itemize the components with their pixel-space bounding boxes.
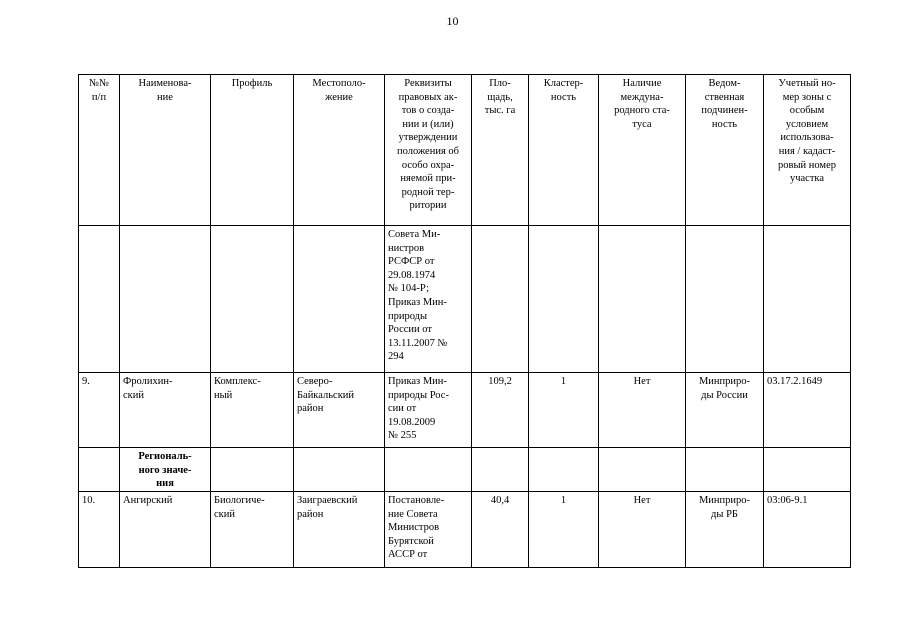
header-cluster: Кластер- ность (529, 75, 599, 226)
header-intl-status: Наличие междуна- родного ста- туса (599, 75, 686, 226)
protected-areas-table (78, 74, 851, 568)
cell-zone-number: 03:06-9.1 (764, 492, 851, 568)
cell-profile: Биологиче- ский (211, 492, 294, 568)
table-cell (79, 448, 120, 492)
cell-zone-number: 03.17.2.1649 (764, 373, 851, 448)
table-cell (686, 226, 764, 373)
table-cell (599, 226, 686, 373)
table-cell (599, 448, 686, 492)
table-cell (529, 448, 599, 492)
header-legal-acts: Реквизиты правовых ак- тов о созда- нии и (или) утверждении положения об особо охра- няемой при- родной тер- ритории (385, 75, 472, 226)
table-cell (472, 448, 529, 492)
cell-intl-status: Нет (599, 492, 686, 568)
table-cell (764, 448, 851, 492)
cell-cluster: 1 (529, 373, 599, 448)
cell-name: Фролихин- ский (120, 373, 211, 448)
header-name: Наименова- ние (120, 75, 211, 226)
header-area: Пло- щадь, тыс. га (472, 75, 529, 226)
header-profile: Профиль (211, 75, 294, 226)
cell-legal-acts: Совета Ми- нистров РСФСР от 29.08.1974 № 104-Р; Приказ Мин- природы России от 13.11.2007 № 294 (385, 226, 472, 373)
cell-area: 109,2 (472, 373, 529, 448)
page-number: 10 (446, 14, 459, 28)
table-cell (294, 226, 385, 373)
table-row-continuation (79, 226, 851, 373)
cell-authority: Минприро- ды России (686, 373, 764, 448)
cell-profile: Комплекс- ный (211, 373, 294, 448)
section-heading-regional: Региональ- ного значе- ния (120, 448, 211, 492)
table-cell (79, 226, 120, 373)
cell-location: Северо- Байкальский район (294, 373, 385, 448)
table-section-row (79, 448, 851, 492)
table-cell (764, 226, 851, 373)
cell-legal-acts: Приказ Мин- природы Рос- сии от 19.08.2009 № 255 (385, 373, 472, 448)
header-authority: Ведом- ственная подчинен- ность (686, 75, 764, 226)
table-row (79, 492, 851, 568)
header-location: Местополо- жение (294, 75, 385, 226)
cell-number: 10. (79, 492, 120, 568)
cell-intl-status: Нет (599, 373, 686, 448)
cell-authority: Минприро- ды РБ (686, 492, 764, 568)
header-number: №№ п/п (79, 75, 120, 226)
header-zone-number: Учетный но- мер зоны с особым условием использова- ния / кадаст- ровый номер участка (764, 75, 851, 226)
cell-number: 9. (79, 373, 120, 448)
table-cell (211, 448, 294, 492)
cell-cluster: 1 (529, 492, 599, 568)
cell-area: 40,4 (472, 492, 529, 568)
table-cell (686, 448, 764, 492)
table-header-row (79, 75, 851, 226)
cell-legal-acts: Постановле- ние Совета Министров Бурятской АССР от (385, 492, 472, 568)
table-cell (120, 226, 211, 373)
table-row (79, 373, 851, 448)
table-cell (294, 448, 385, 492)
cell-name: Ангирский (120, 492, 211, 568)
table-cell (211, 226, 294, 373)
table-cell (385, 448, 472, 492)
table-cell (472, 226, 529, 373)
cell-location: Заиграевский район (294, 492, 385, 568)
table-cell (529, 226, 599, 373)
